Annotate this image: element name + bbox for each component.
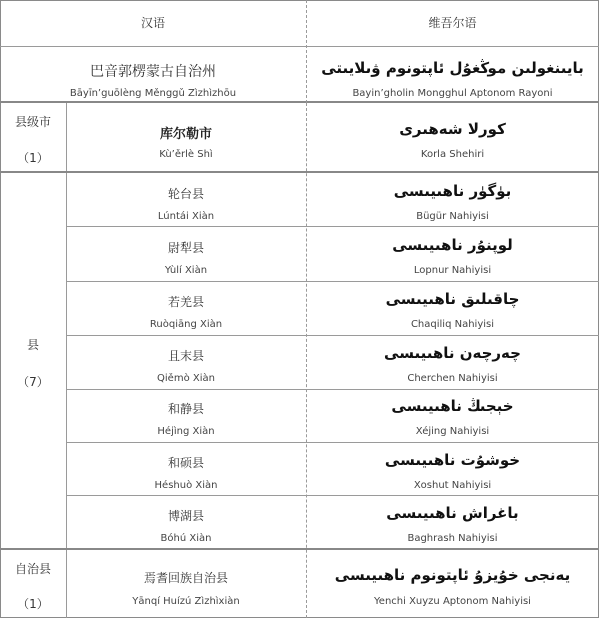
header-chinese: 汉语 [140, 16, 165, 30]
group-count: （1） [17, 151, 49, 165]
county-pinyin: Ruòqiāng Xiàn [149, 319, 223, 330]
city-ug: كورلا شەھىرى [399, 120, 506, 138]
divider [66, 335, 599, 336]
group-count: （1） [17, 597, 49, 611]
autonomous-county-ug: يەنجى خۇيزۇ ئاپتونوم ناھىيىسى [334, 566, 571, 584]
divider [66, 226, 599, 227]
county-latin: Chaqiliq Nahiyisi [410, 319, 495, 330]
county-ug: خېجىڭ ناھىيىسى [391, 397, 514, 415]
county-ug: باغراش ناھىيىسى [386, 504, 519, 522]
city-pinyin: Kù’ěrlè Shì [159, 149, 213, 160]
county-pinyin: Bóhú Xiàn [160, 533, 212, 544]
county-pinyin: Héjìng Xiàn [157, 426, 215, 437]
county-ug: بۈگۈر ناھىيىسى [393, 182, 512, 200]
county-latin: Xoshut Nahiyisi [413, 480, 492, 491]
county-pinyin: Héshuò Xiàn [154, 480, 218, 491]
county-latin: Cherchen Nahiyisi [407, 373, 498, 384]
group-label: 县 [26, 338, 39, 352]
group-count: （7） [17, 375, 49, 389]
county-zh: 轮台县 [167, 187, 204, 201]
divider [66, 495, 599, 496]
county-zh: 和硕县 [167, 456, 204, 470]
divider [0, 171, 599, 173]
county-ug: چاقىلىق ناھىيىسى [385, 290, 520, 308]
prefecture-ug: بايىنغولىن موڭغۇل ئاپتونوم ۋىلايىتى [321, 59, 584, 77]
divider [0, 46, 599, 47]
county-latin: Lopnur Nahiyisi [413, 265, 492, 276]
city-zh: 库尔勒市 [159, 127, 212, 142]
autonomous-county-pinyin: Yānqí Huízú Zìzhìxiàn [132, 596, 240, 607]
header-uyghur: 维吾尔语 [428, 16, 477, 30]
city-latin: Korla Shehiri [420, 149, 485, 160]
divider [0, 548, 599, 550]
prefecture-zh: 巴音郭楞蒙古自治州 [90, 64, 216, 80]
county-ug: چەرچەن ناھىيىسى [384, 344, 521, 362]
autonomous-county-latin: Yenchi Xuyzu Aptonom Nahiyisi [374, 596, 531, 607]
county-zh: 和静县 [167, 402, 204, 416]
county-zh: 且末县 [167, 349, 204, 363]
prefecture-latin: Bayin’gholin Mongghul Aptonom Rayoni [352, 88, 553, 99]
divider [66, 389, 599, 390]
divider [66, 442, 599, 443]
group-label: 县级市 [14, 115, 51, 129]
county-zh: 尉犁县 [167, 241, 204, 255]
column-divider [306, 0, 307, 103]
county-latin: Baghrash Nahiyisi [407, 533, 498, 544]
county-zh: 若羌县 [167, 295, 204, 309]
county-zh: 博湖县 [167, 509, 204, 523]
county-pinyin: Yùlí Xiàn [164, 265, 208, 276]
county-pinyin: Lúntái Xiàn [157, 211, 215, 222]
county-latin: Bügür Nahiyisi [416, 211, 489, 222]
autonomous-county-zh: 焉耆回族自治县 [143, 571, 228, 585]
divider [0, 101, 599, 103]
county-latin: Xéjing Nahiyisi [415, 426, 490, 437]
prefecture-pinyin: Bāyīn’guōlèng Měnggǔ Zìzhìzhōu [69, 88, 237, 99]
county-ug: خوشۇت ناھىيىسى [384, 451, 521, 469]
divider [66, 281, 599, 282]
county-ug: لوپنۇر ناھىيىسى [392, 236, 513, 254]
group-label: 自治县 [14, 562, 51, 576]
county-pinyin: Qiěmò Xiàn [157, 373, 215, 384]
